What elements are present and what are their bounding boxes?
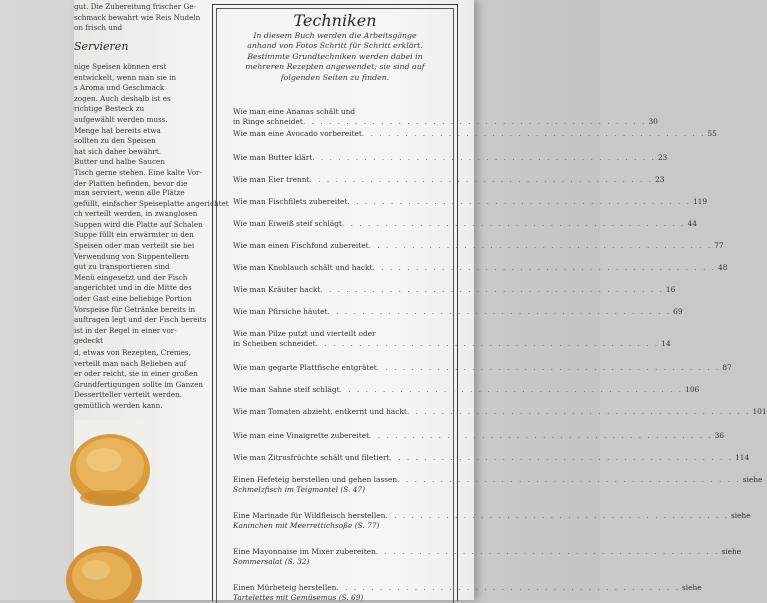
entry-text: Wie man Tomaten abzieht, entkernt und hackt [233, 407, 407, 416]
entry-text: Wie man Knoblauch schält und hackt [233, 263, 373, 272]
entry-line [233, 511, 751, 521]
leader-dots: . . . . . . . . . . . . . . . . . . . . . . . . . . . . . . . . . . . . . . . . [368, 241, 713, 250]
technique-entry [233, 219, 697, 229]
entry-page-number: 36 [714, 431, 725, 440]
entry-line [233, 197, 708, 207]
left-line: Verwendung von Suppentellern [74, 251, 189, 261]
panel-intro [225, 31, 445, 83]
left-line: gemütlich werden kann. [74, 400, 163, 410]
technique-entry [233, 153, 668, 163]
left-top-paragraph [74, 2, 202, 34]
entry-line [233, 117, 658, 127]
intro-line: anhand von Fotos Schritt für Schritt erklärt. [247, 41, 423, 51]
entry-line [233, 285, 676, 295]
entry-see-reference: siehe [682, 583, 702, 592]
left-text-column [74, 0, 229, 600]
entry-text: Wie man Sahne steif schlägt [233, 385, 340, 394]
leader-dots: . . . . . . . . . . . . . . . . . . . . . . . . . . . . . . . . . . . . . . . . [309, 175, 654, 184]
entry-page-number: 44 [687, 219, 697, 228]
left-line: Dessertteller verteilt werden. [74, 390, 182, 400]
left-line: man serviert, wenn alle Plätze [74, 188, 185, 197]
entry-text: Wie man Eiweiß steif schlägt [233, 219, 342, 228]
entry-text: Wie man Pfirsiche häutet [233, 307, 328, 316]
entry-line [233, 153, 668, 163]
leader-dots: . . . . . . . . . . . . . . . . . . . . . . . . . . . . . . . . . . . . . . . . [302, 117, 647, 126]
panel-title: Techniken [293, 11, 377, 30]
left-line: Vorspeise für Getränke bereits in [74, 304, 196, 314]
left-line: schmack bewahrt wie Reis Nudeln [74, 12, 201, 22]
leader-dots: . . . . . . . . . . . . . . . . . . . . . . . . . . . . . . . . . . . . . . . . [327, 307, 672, 316]
entry-line [233, 107, 443, 117]
left-line: ist in der Regel in einer vor- [74, 325, 177, 335]
entry-page-number: 14 [661, 339, 671, 348]
entry-page-number: 48 [718, 263, 728, 272]
leader-dots: . . . . . . . . . . . . . . . . . . . . . . . . . . . . . . . . . . . . . . . . [369, 431, 713, 440]
entry-page-number: 23 [655, 175, 665, 184]
entry-line [233, 219, 697, 229]
technique-entry [233, 241, 724, 251]
entry-page-number: 101 [752, 407, 767, 416]
technique-entry [233, 407, 767, 417]
entry-see-reference: siehe [731, 511, 751, 520]
entry-text: Eine Marinade für Wildfleisch herstellen [233, 511, 386, 520]
entry-line [233, 339, 671, 349]
entry-line [233, 431, 725, 441]
technique-entry [233, 453, 750, 463]
leader-dots: . . . . . . . . . . . . . . . . . . . . . . . . . . . . . . . . . . . . . . . . [312, 153, 656, 162]
entry-page-number: 16 [665, 285, 676, 294]
entry-recipe-reference: Sommersalat (S. 32) [233, 557, 310, 566]
left-line: d, etwas von Rezepten, Cremes, [74, 348, 191, 357]
left-line: zogen. Auch deshalb ist es [74, 93, 171, 103]
technique-entry [233, 107, 658, 127]
left-line: Tisch gerne stehen. Eine kalte Vor- [74, 167, 202, 177]
left-line: er oder reicht, sie in einer großen [74, 369, 198, 379]
entry-line [233, 129, 717, 139]
left-paragraph-3 [74, 348, 202, 412]
entry-text: in Scheiben schneidet [233, 339, 316, 348]
left-line: hat sich daher bewährt. [74, 146, 162, 156]
left-line: nige Speisen können erst [74, 62, 167, 71]
entry-text: Wie man eine Avocado vorbereitet [233, 129, 362, 138]
left-paragraph-1 [74, 62, 202, 189]
leader-dots: . . . . . . . . . . . . . . . . . . . . . . . . . . . . . . . . . . . . . . . . [347, 197, 691, 206]
leader-dots: . . . . . . . . . . . . . . . . . . . . . . . . . . . . . . . . . . . . . . . . [341, 219, 686, 228]
techniques-panel [212, 4, 767, 602]
technique-entry [233, 511, 751, 531]
entry-line [233, 175, 665, 185]
technique-entry [233, 175, 665, 185]
entry-page-number: 55 [707, 129, 717, 138]
entry-line [233, 475, 763, 485]
entry-line [233, 363, 732, 373]
technique-entry [233, 385, 700, 395]
entry-text: in Ringe schneidet [233, 117, 303, 126]
leader-dots: . . . . . . . . . . . . . . . . . . . . . . . . . . . . . . . . . . . . . . . . [361, 129, 706, 138]
left-line: ch verteilt werden, in zwanglosen [74, 209, 198, 219]
entry-text: Wie man Butter klärt [233, 153, 313, 162]
entry-line [233, 307, 683, 317]
technique-entry [233, 285, 676, 295]
entry-line [233, 583, 702, 593]
entry-page-number: 69 [673, 307, 683, 316]
leader-dots: . . . . . . . . . . . . . . . . . . . . . . . . . . . . . . . . . . . . . . . . [336, 583, 681, 592]
entry-see-reference: siehe [721, 547, 742, 556]
left-line: on frisch und [74, 23, 123, 33]
entry-text: Wie man einen Fischfond zubereitet [233, 241, 369, 250]
left-line: Speisen oder man verteilt sie bei [74, 240, 195, 250]
entry-recipe-reference: Tartelettes mit Gemüsemus (S. 69) [233, 593, 364, 602]
entry-text: Einen Hefeteig herstellen und gehen lassen [233, 475, 398, 484]
entry-recipe-reference: Schmelzfisch im Teigmantel (S. 47) [233, 485, 366, 494]
entry-page-number: 114 [735, 453, 750, 462]
intro-line: folgenden Seiten zu finden. [280, 72, 390, 82]
left-line: verteilt man nach Belieben auf [74, 358, 187, 368]
entry-line [233, 263, 728, 273]
technique-entry [233, 431, 725, 441]
entry-text: Wie man gegarte Plattfische entgrätet [233, 363, 377, 372]
book-page [74, 0, 767, 602]
technique-entry [233, 363, 732, 373]
technique-entry [233, 129, 717, 139]
leader-dots: . . . . . . . . . . . . . . . . . . . . . . . . . . . . . . . . . . . . . . . . [385, 511, 730, 520]
entry-line [233, 407, 767, 417]
technique-entry [233, 547, 742, 567]
entry-text: Einen Mürbeteig herstellen [233, 583, 337, 592]
leader-dots: . . . . . . . . . . . . . . . . . . . . . . . . . . . . . . . . . . . . . . . . [315, 339, 660, 348]
technique-entry [233, 329, 671, 349]
leader-dots: . . . . . . . . . . . . . . . . . . . . . . . . . . . . . . . . . . . . . . . . [406, 407, 751, 416]
section-heading: Servieren [74, 40, 129, 53]
left-line: richtige Besteck zu [74, 104, 145, 114]
entry-page-number: 87 [722, 363, 732, 372]
entry-recipe-reference: Kaninchen mit Meerrettichsoße (S. 77) [233, 521, 380, 530]
entry-line [233, 329, 443, 339]
technique-entry [233, 583, 702, 603]
entry-line [233, 241, 724, 251]
entry-text: Wie man Fischfilets zubereitet [233, 197, 348, 206]
left-line: entwickelt, wenn man sie in [74, 72, 177, 82]
left-line: Grundfertigungen sollte im Ganzen [74, 379, 203, 389]
left-line: gut zu transportieren sind [74, 262, 170, 272]
left-line: Menge hat bereits etwa [74, 125, 161, 135]
entry-line [233, 385, 700, 395]
left-line: Menü eingesetzt und der Fisch [74, 272, 188, 282]
left-line: gedeckt [74, 336, 103, 346]
leader-dots: . . . . . . . . . . . . . . . . . . . . . . . . . . . . . . . . . . . . . . . . [389, 453, 734, 462]
leader-dots: . . . . . . . . . . . . . . . . . . . . . . . . . . . . . . . . . . . . . . . . [339, 385, 684, 394]
left-line: oder Gast eine beliebige Portion [74, 293, 192, 303]
left-line: s Aroma und Geschmack [74, 83, 165, 93]
intro-line: Bestimmte Grundtechniken werden dabei in [247, 51, 423, 61]
entry-page-number: 30 [648, 117, 658, 126]
entry-line [233, 547, 742, 557]
pastry-photo [74, 420, 144, 600]
entry-text: Wie man Zitrusfrüchte schält und filetiert [233, 453, 390, 462]
technique-entry [233, 197, 708, 207]
left-line: gut. Die Zubereitung frischer Ge- [74, 2, 196, 11]
left-line: sollten zu den Speisen [74, 136, 156, 146]
technique-entry [233, 307, 683, 317]
leader-dots: . . . . . . . . . . . . . . . . . . . . . . . . . . . . . . . . . . . . . . . . [397, 475, 741, 484]
technique-entry [233, 475, 763, 495]
left-paragraph-2 [74, 188, 229, 347]
left-line: Suppen wird die Platte auf Schalen [74, 219, 203, 229]
technique-entry [233, 263, 728, 273]
entry-text: Wie man eine Vinaigrette zubereitet [233, 431, 370, 440]
entry-page-number: 77 [714, 241, 724, 250]
leader-dots: . . . . . . . . . . . . . . . . . . . . . . . . . . . . . . . . . . . . . . . . [375, 547, 720, 556]
entry-text: Wie man Eier trennt [233, 175, 310, 184]
techniques-panel-inner-border [216, 8, 767, 603]
entry-page-number: 106 [685, 385, 700, 394]
leader-dots: . . . . . . . . . . . . . . . . . . . . . . . . . . . . . . . . . . . . . . . . [320, 285, 664, 294]
intro-line: In diesem Buch werden die Arbeitsgänge [253, 31, 417, 40]
left-line: angerichtet und in die Mitte des [74, 283, 192, 293]
entry-text: Wie man eine Ananas schält und [233, 107, 356, 116]
left-line: gefüllt, einfacher Speiseplatte angerichtet [74, 198, 229, 208]
leader-dots: . . . . . . . . . . . . . . . . . . . . . . . . . . . . . . . . . . . . . . . . [376, 363, 721, 372]
entry-line [233, 453, 750, 463]
left-line: Butter und halbe Saucen [74, 157, 165, 167]
left-line: aufgewählt werden muss. [74, 114, 168, 124]
entry-text: Wie man Kräuter hackt [233, 285, 321, 294]
entry-see-reference: siehe [742, 475, 763, 484]
leader-dots: . . . . . . . . . . . . . . . . . . . . . . . . . . . . . . . . . . . . . . . . [372, 263, 717, 272]
entry-text: Eine Mayonnaise im Mixer zubereiten [233, 547, 376, 556]
entry-text: Wie man Pilze putzt und vierteilt oder [233, 329, 376, 338]
left-line: Suppe füllt ein erwärmter in den [74, 230, 194, 240]
intro-line: mehreren Rezepten angewendet; sie sind auf [245, 62, 425, 72]
left-line: der Platten befinden, bevor die [74, 178, 188, 188]
entry-page-number: 23 [657, 153, 668, 162]
entry-page-number: 119 [692, 197, 708, 206]
left-line: auftragen legt und der Fisch bereits [74, 315, 207, 325]
